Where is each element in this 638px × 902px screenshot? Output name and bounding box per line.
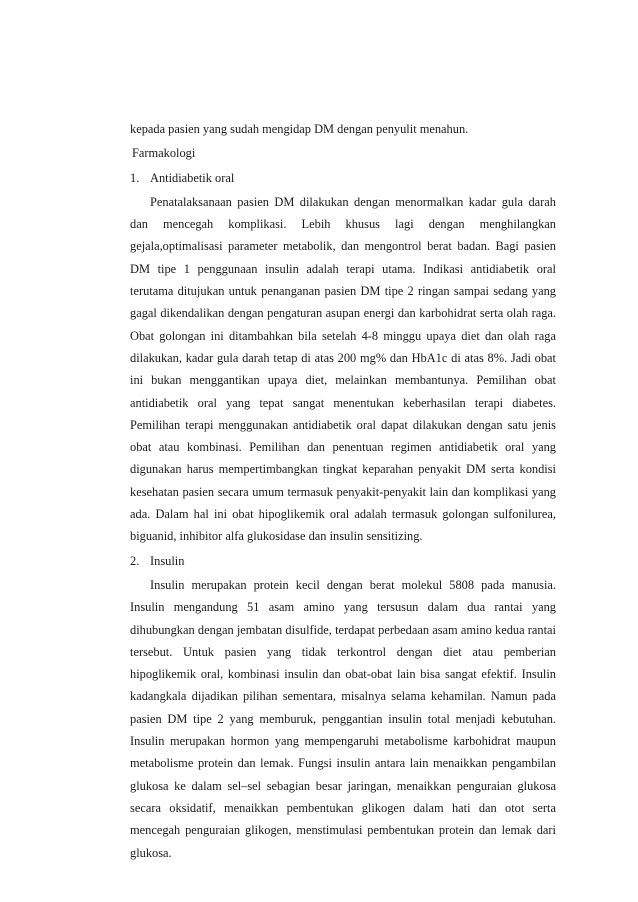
section-2-heading (130, 550, 556, 572)
section-2-number: 2. (130, 553, 140, 568)
section-1-paragraph: Penatalaksanaan pasien DM dilakukan dengan menormalkan kadar gula darah dan mencegah komplikasi. Lebih khusus lagi dengan menghilangkan gejala,optimalisasi parameter metabolik, dan mengontrol berat badan. Bagi pasien DM tipe 1 penggunaan insulin adalah terapi utama. Indikasi antidiabetik oral terutama ditujukan untuk penanganan pasien DM tipe 2 ringan sampai sedang yang gagal dikendalikan dengan pengaturan asupan energi dan karbohidrat serta olah raga. Obat golongan ini ditambahkan bila setelah 4-8 minggu upaya diet dan olah raga dilakukan, kadar gula darah tetap di atas 200 mg% dan HbA1c di atas 8%. Jadi obat ini bukan menggantikan upaya diet, melainkan membantunya. Pemilihan obat antidiabetik oral yang tepat sangat menentukan keberhasilan terapi diabetes. Pemilihan terapi menggunakan antidiabetik oral dapat dilakukan dengan satu jenis obat atau kombinasi. Pemilihan dan penentuan regimen antidiabetik oral yang digunakan harus mempertimbangkan tingkat keparahan penyakit DM serta kondisi kesehatan pasien secara umum termasuk penyakit-penyakit lain dan komplikasi yang ada. Dalam hal ini obat hipoglikemik oral adalah termasuk golongan sulfonilurea, biguanid, inhibitor alfa glukosidase dan insulin sensitizing. (130, 194, 556, 544)
intro-line: kepada pasien yang sudah mengidap DM dengan penyulit menahun. (130, 122, 469, 136)
document-page (130, 118, 556, 866)
section-2-paragraph: Insulin merupakan protein kecil dengan berat molekul 5808 pada manusia. Insulin mengandung 51 asam amino yang tersusun dalam dua rantai yang dihubungkan dengan jembatan disulfide, terdapat perbedaan asam amino kedua rantai tersebut. Untuk pasien yang tidak terkontrol dengan diet atau pemberian hipoglikemik oral, kombinasi insulin dan obat-obat lain bisa sangat efektif. Insulin kadangkala dijadikan pilihan sementara, misalnya selama kehamilan. Namun pada pasien DM tipe 2 yang memburuk, penggantian insulin total menjadi kebutuhan. Insulin merupakan hormon yang mempengaruhi metabolisme karbohidrat maupun metabolisme protein dan lemak. Fungsi insulin antara lain menaikkan pengambilan glukosa ke dalam sel–sel sebagian besar jaringan, menaikkan penguraian glukosa secara oksidatif, menaikkan pembentukan glikogen dalam hati dan otot serta mencegah penguraian glikogen, menstimulasi pembentukan protein dan lemak dari glukosa. (130, 577, 556, 860)
section-1-title: Antidiabetik oral (150, 170, 235, 185)
section-2-title: Insulin (150, 553, 185, 568)
section-1-number: 1. (130, 170, 140, 185)
section-1-heading (130, 167, 556, 189)
section-heading: Farmakologi (132, 146, 196, 161)
